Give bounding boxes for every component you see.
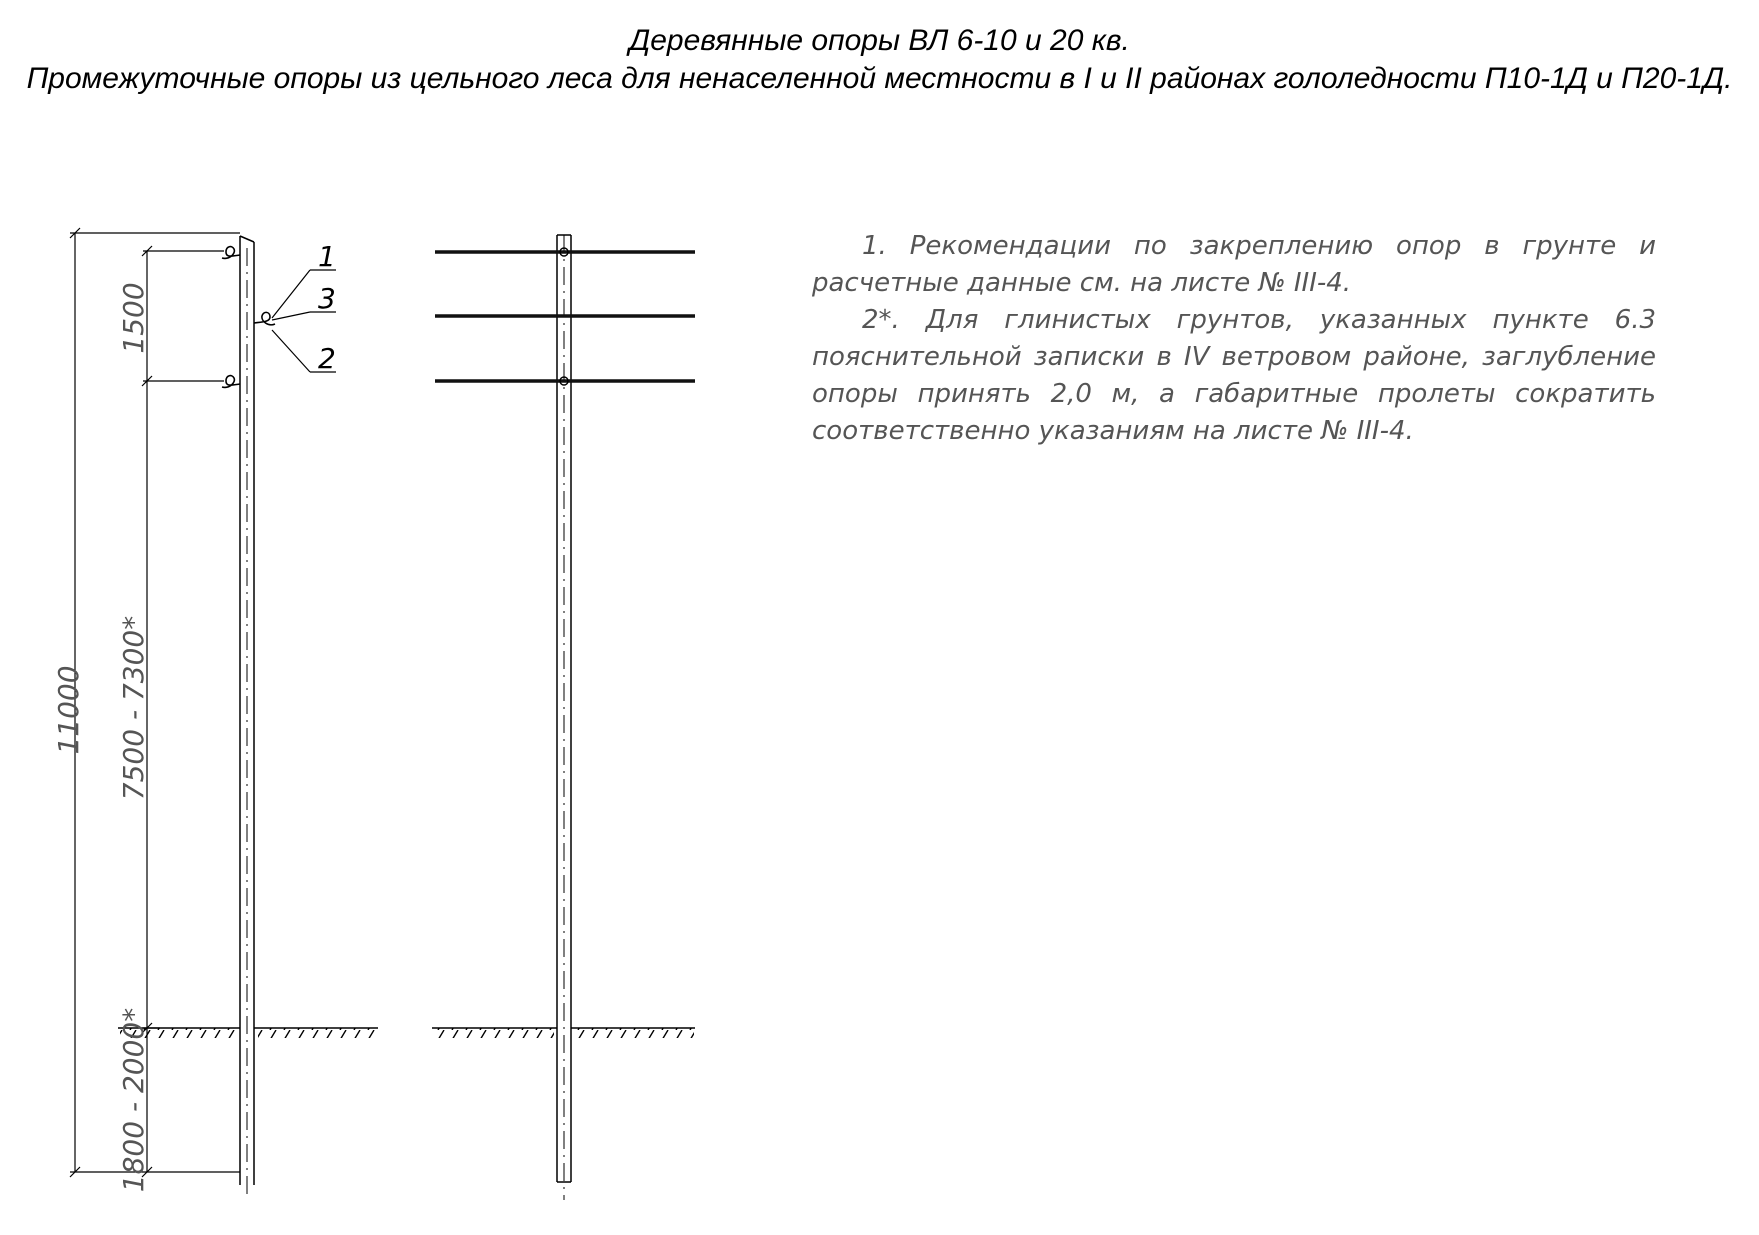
- dimension-labels: [52, 282, 150, 1192]
- callout-labels: [318, 240, 336, 375]
- dim-bottom-label: 1800 - 2000*: [117, 1007, 150, 1193]
- drawing-subtitle: Промежуточные опоры из цельного леса для ненаселенной местности в I и II районах гололедности П10-1Д и П20-1Д.: [26, 62, 1733, 95]
- dim-total-label: 11000: [52, 665, 85, 755]
- dim-middle-label: 7500 - 7300*: [117, 615, 150, 801]
- hook-bottom: [222, 376, 240, 388]
- ground-side-view: [118, 1028, 378, 1038]
- notes-block: [812, 228, 1656, 450]
- dim-top-label: 1500: [117, 282, 150, 354]
- wires: [435, 252, 695, 381]
- callout-2: 2: [318, 342, 336, 375]
- note-2: 2*. Для глинистых грунтов, указанных пункте 6.3 пояснительной записки в IV ветровом районе, заглубление опоры принять 2,0 м, а габаритные пролеты сократить соответственно указаниям на листе № III-4.: [812, 305, 1656, 446]
- callout-3: 3: [318, 282, 336, 315]
- callout-1: 1: [318, 240, 336, 273]
- hook-top: [222, 247, 240, 259]
- hook-middle: [254, 312, 275, 324]
- drawing-title: Деревянные опоры ВЛ 6-10 и 20 кв.: [629, 24, 1130, 57]
- note-1: 1. Рекомендации по закреплению опор в грунте и расчетные данные см. на листе № III-4.: [812, 231, 1656, 298]
- side-view-pole: [240, 236, 254, 1200]
